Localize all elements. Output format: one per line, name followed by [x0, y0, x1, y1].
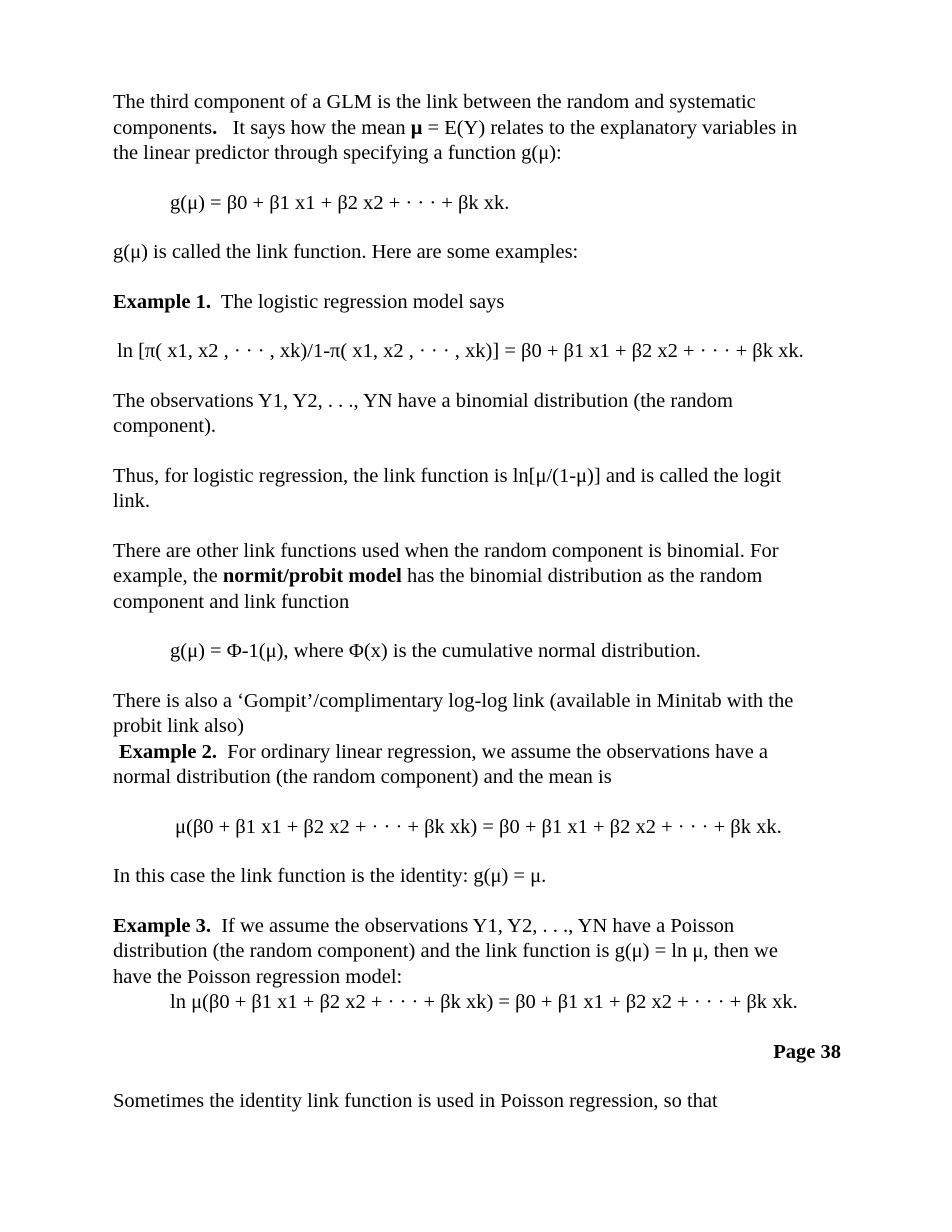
text: If we assume the observations Y1, Y2, . . ., YN have a Poisson: [221, 914, 735, 937]
example-3: [113, 914, 853, 991]
text: The observations Y1, Y2, . . ., YN have a binomial distribution (the random: [113, 389, 734, 412]
equation-logit: ln [π( x1, x2 , · · · , xk)/1-π( x1, x2 , · · · , xk)] = β0 + β1 x1 + β2 x2 + · · · + βk xk.: [117, 340, 804, 362]
document-page: [113, 90, 853, 1115]
example-1: [113, 290, 853, 316]
paragraph-other-links: [113, 539, 853, 616]
text: There is also a ‘Gompit’/complimentary log-log link (available in Minitab with the: [113, 689, 794, 712]
example-label: Example 3.: [113, 914, 211, 937]
bold-term: normit/probit model: [222, 565, 402, 587]
text: For ordinary linear regression, we assume the observations have a: [227, 740, 769, 763]
paragraph-observations: [113, 389, 853, 440]
text: The logistic regression model says: [220, 290, 505, 313]
paragraph-gompit: [113, 689, 853, 740]
equation-probit: g(μ) = Φ-1(μ), where Φ(x) is the cumulative normal distribution.: [170, 640, 701, 662]
example-2-continued: normal distribution (the random component) and the mean is: [113, 766, 612, 788]
text: The third component of a GLM is the link between the random and systematic: [113, 91, 756, 113]
text: components: [113, 116, 213, 139]
text: example, the: [113, 565, 218, 587]
text: = E(Y) relates to the explanatory variables in: [427, 116, 798, 139]
text: component and link function: [113, 590, 350, 613]
text: There are other link functions used when the random component is binomial. For: [113, 539, 779, 562]
text: have the Poisson regression model:: [113, 965, 403, 988]
equation-poisson: ln μ(β0 + β1 x1 + β2 x2 + · · · + βk xk) = β0 + β1 x1 + β2 x2 + · · · + βk xk.: [170, 991, 798, 1013]
example-label: Example 2.: [119, 740, 217, 763]
text: distribution (the random component) and the link function is g(μ) = ln μ, then we: [113, 940, 778, 962]
example-label: Example 1.: [113, 290, 211, 313]
paragraph-link-function: g(μ) is called the link function. Here are some examples:: [113, 241, 579, 263]
paragraph-identity-poisson: Sometimes the identity link function is used in Poisson regression, so that: [113, 1090, 718, 1112]
text: the linear predictor through specifying a function g(μ):: [113, 142, 562, 164]
text: It says how the mean: [232, 116, 406, 139]
bold-mu: μ: [410, 116, 423, 139]
text: component).: [113, 415, 217, 437]
text: probit link also): [113, 715, 244, 737]
page-number: Page 38: [773, 1040, 841, 1063]
bold-period: .: [212, 116, 218, 139]
text: link.: [113, 490, 151, 512]
paragraph-intro: [113, 90, 853, 167]
equation-linear-predictor: g(μ) = β0 + β1 x1 + β2 x2 + · · · + βk xk.: [170, 191, 510, 214]
text: Thus, for logistic regression, the link function is ln[μ/(1-μ)] and is called the logit: [113, 464, 782, 487]
text: has the binomial distribution as the random: [406, 565, 763, 587]
example-2: [113, 740, 853, 766]
equation-identity: μ(β0 + β1 x1 + β2 x2 + · · · + βk xk) = β0 + β1 x1 + β2 x2 + · · · + βk xk.: [175, 815, 782, 838]
paragraph-logit-link: [113, 464, 853, 515]
paragraph-identity: In this case the link function is the identity: g(μ) = μ.: [113, 865, 547, 887]
